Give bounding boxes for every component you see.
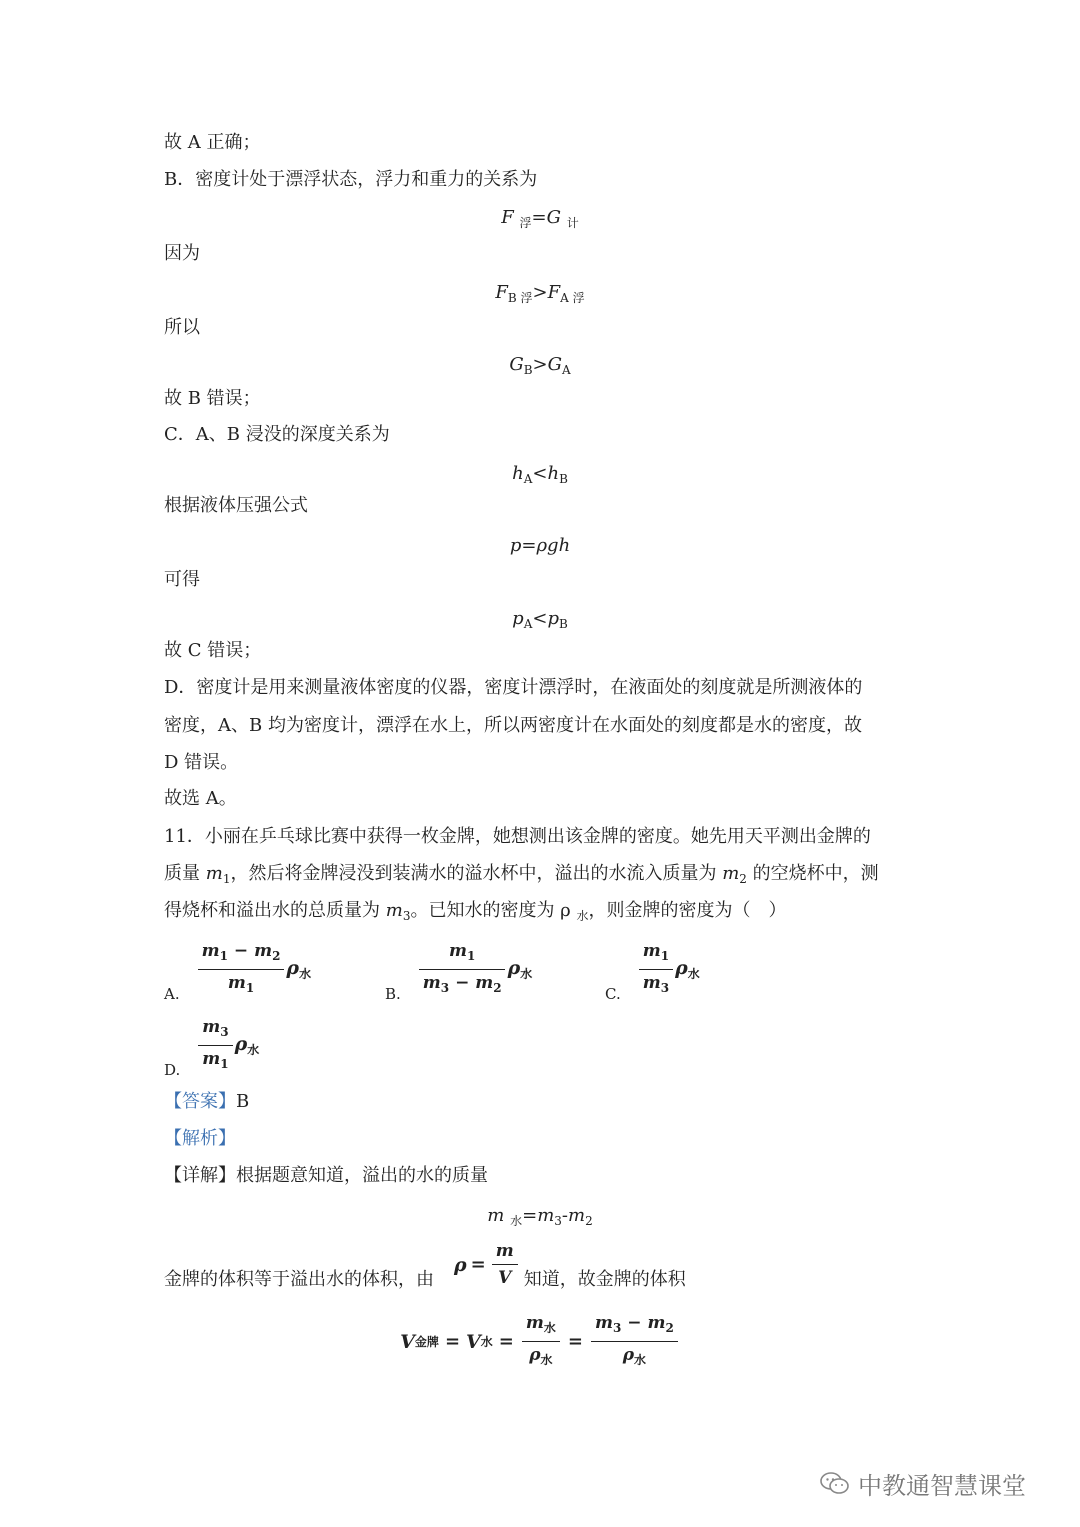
- line-d-3: D 错误。: [164, 752, 239, 773]
- option-a-letter: A.: [164, 985, 180, 1003]
- line-pressure-formula-intro: 根据液体压强公式: [164, 495, 308, 516]
- option-b-rho: $\rho_水$: [507, 957, 533, 981]
- line-obtain: 可得: [164, 569, 200, 590]
- detail-line: 【详解】根据题意知道，溢出的水的质量: [164, 1165, 488, 1186]
- eq-float-equals-weight: F $_浮$=G $_计$: [501, 207, 579, 230]
- option-a-rho: $\rho_水$: [286, 957, 312, 981]
- eq-weight-compare: $G_B>G_A$: [509, 354, 571, 377]
- analysis-tag: 【解析】: [164, 1128, 236, 1149]
- line-choose: 故选 A。: [164, 788, 237, 809]
- line-c-wrong: 故 C 错误；: [164, 640, 262, 661]
- option-a-fraction: $\frac{m_1 - m_2}{m_1}$: [198, 940, 285, 999]
- line-b-intro: B．密度计处于漂浮状态，浮力和重力的关系为: [164, 169, 538, 190]
- analysis-line: [164, 1126, 236, 1152]
- option-c-letter: C.: [605, 985, 621, 1003]
- option-d-letter: D.: [164, 1061, 181, 1079]
- watermark: [820, 1466, 1026, 1501]
- option-b-fraction: $\frac{m_1}{m_3 - m_2}$: [419, 940, 506, 999]
- density-definition-fraction: $\frac{m}{V}$: [492, 1240, 518, 1289]
- option-c-fraction: $\frac{m_1}{m_3}$: [639, 940, 673, 999]
- answer-value: B: [236, 1091, 250, 1112]
- eq-depth-compare: $h_A<h_B$: [512, 463, 568, 486]
- q11-line-2: 质量 $m_1$，然后将金牌浸没到装满水的溢水杯中，溢出的水流入质量为 $m_2$ 的空烧杯中，测: [164, 863, 879, 886]
- line-d-2: 密度，A、B 均为密度计，漂浮在水上，所以两密度计在水面处的刻度都是水的密度，故: [164, 715, 862, 736]
- option-c[interactable]: [605, 940, 700, 1003]
- answer-tag: 【答案】: [164, 1091, 236, 1112]
- option-d[interactable]: [164, 1016, 260, 1079]
- line-c-intro: C．A、B 浸没的深度关系为: [164, 424, 390, 445]
- line-a-correct: 故 A 正确；: [164, 132, 261, 153]
- detail-tag: 【详解】: [164, 1165, 236, 1186]
- line-d-1: D．密度计是用来测量液体密度的仪器，密度计漂浮时，在液面处的刻度就是所测液体的: [164, 677, 863, 698]
- line-b-wrong: 故 B 错误；: [164, 388, 261, 409]
- q11-line-1: 11．小丽在乒乓球比赛中获得一枚金牌，她想测出该金牌的密度。她先用天平测出金牌的: [164, 826, 871, 847]
- density-rho: ρ: [454, 1253, 467, 1276]
- line-because: 因为: [164, 243, 200, 264]
- eq-water-mass: m $_水=m_3-m_2$: [487, 1205, 593, 1228]
- line-so: 所以: [164, 317, 200, 338]
- option-b[interactable]: [385, 940, 533, 1003]
- answer-line: [164, 1089, 249, 1115]
- option-c-rho: $\rho_水$: [675, 957, 700, 981]
- wechat-icon: [820, 1471, 850, 1497]
- option-d-fraction: $\frac{m_3}{m_1}$: [198, 1016, 232, 1075]
- option-d-rho: $\rho_水$: [234, 1033, 260, 1057]
- q11-line-3: 得烧杯和溢出水的总质量为 $m_3$。已知水的密度为 ρ $_水$，则金牌的密度为（ ）: [164, 900, 787, 923]
- watermark-text: 中教通智慧课堂: [858, 1472, 1026, 1500]
- eq-float-compare: $F_{B 浮}>F_{A 浮}$: [495, 282, 585, 305]
- option-a[interactable]: [164, 940, 312, 1003]
- option-b-letter: B.: [385, 985, 401, 1003]
- eq-pressure-compare: $p_A<p_B$: [512, 608, 568, 631]
- eq-pressure-formula: p=ρgh: [509, 535, 571, 556]
- eq-medal-volume: V 金牌 = V 水 = $\frac{m_水}{\rho_水}$ = $\frac{m_3 - m_2}{\rho_水}$: [0, 1312, 1080, 1371]
- volume-line: 金牌的体积等于溢出水的体积，由 ρ = $\frac{m}{V}$ 知道，故金牌的体积: [164, 1241, 686, 1290]
